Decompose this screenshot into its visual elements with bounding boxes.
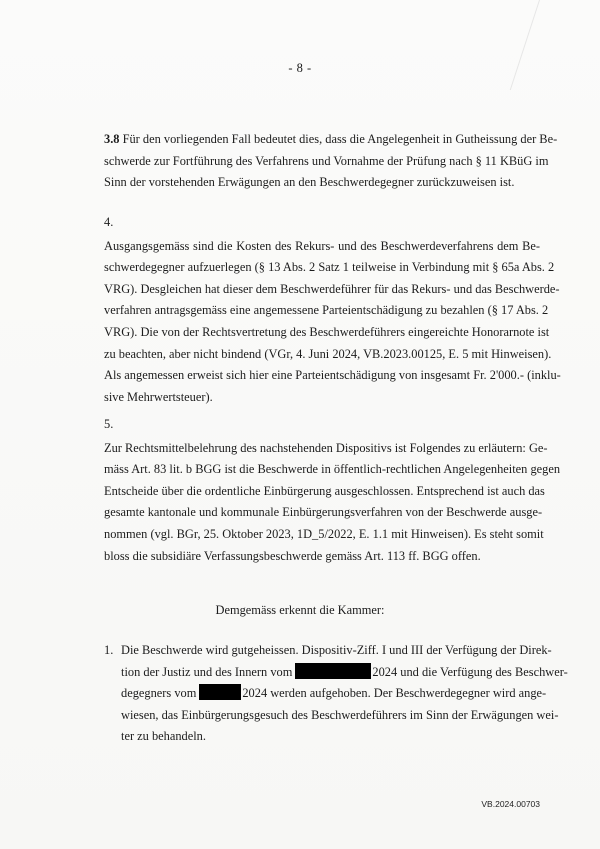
paragraph-line: sive Mehrwertsteuer). [104, 389, 213, 404]
section-heading: 4. [104, 215, 114, 229]
paragraph-line: Als angemessen erweist sich hier eine Parteientschädigung von insgesamt Fr. 2'000.- (inklu- [104, 368, 561, 383]
paragraph-line: bloss die subsidiäre Verfassungsbeschwerde gemäss Art. 113 ff. BGG offen. [104, 548, 481, 563]
paragraph-line: VRG). Die von der Rechtsvertretung des Beschwerdeführers eingereichte Honorarnote ist [104, 324, 550, 339]
paragraph-line: mäss Art. 83 lit. b BGG ist die Beschwerde in öffentlich-rechtlichen Angelegenheiten gegen [104, 462, 561, 477]
section-3-8 [104, 129, 558, 194]
page-number: - 8 - [288, 61, 312, 75]
paragraph-line: tion der Justiz und des Innern vom 2024 und die Verfügung des Beschwer- [121, 664, 568, 679]
section-5 [104, 414, 561, 567]
paragraph-line: wiesen, das Einbürgerungsgesuch des Beschwerdeführers im Sinn der Erwägungen wei- [121, 707, 559, 722]
case-reference: VB.2024.00703 [481, 799, 540, 809]
redacted-date [199, 684, 241, 700]
paragraph-line: verfahren antragsgemäss eine angemessene Parteientschädigung zu bezahlen (§ 17 Abs. 2 [104, 303, 549, 318]
paragraph-line: Zur Rechtsmittelbelehrung des nachstehenden Dispositivs ist Folgendes zu erläutern: Ge- [104, 440, 548, 455]
section-heading: 5. [104, 417, 114, 431]
section-4 [104, 212, 561, 408]
dispositive-item-1 [104, 640, 568, 748]
paragraph-line: VRG). Desgleichen hat dieser dem Beschwerdeführer für das Rekurs- und das Beschwerde- [104, 281, 560, 296]
decision-heading: Demgemäss erkennt die Kammer: [215, 603, 385, 617]
paragraph-line: ter zu behandeln. [121, 729, 206, 744]
paragraph-line: degegners vom 2024 werden aufgehoben. Der Beschwerdegegner wird ange- [121, 686, 547, 701]
paragraph-line: Entscheide über die ordentliche Einbürgerung ausgeschlossen. Entsprechend ist auch das [104, 483, 545, 498]
paragraph-line: zu beachten, aber nicht bindend (VGr, 4. Juni 2024, VB.2023.00125, E. 5 mit Hinweisen). [104, 346, 552, 361]
redacted-date [295, 663, 371, 679]
paragraph-line: schwerde zur Fortführung des Verfahrens und Vornahme der Prüfung nach § 11 KBüG im [104, 153, 549, 168]
paragraph-line: nommen (vgl. BGr, 25. Oktober 2023, 1D_5/2022, E. 1.1 mit Hinweisen). Es steht somit [104, 526, 544, 541]
paragraph-line: Ausgangsgemäss sind die Kosten des Rekurs- und des Beschwerdeverfahrens dem Be- [104, 238, 540, 253]
paragraph-line: Die Beschwerde wird gutgeheissen. Dispositiv-Ziff. I und III der Verfügung der Direk- [121, 643, 552, 657]
paragraph-line: schwerdegegner aufzuerlegen (§ 13 Abs. 2 Satz 1 teilweise in Verbindung mit § 65a Abs. 2 [104, 260, 555, 275]
paragraph-line: gesamte kantonale und kommunale Einbürgerungsverfahren von der Beschwerde ausge- [104, 505, 543, 520]
paragraph-line: 3.8 Für den vorliegenden Fall bedeutet dies, dass die Angelegenheit in Gutheissung der Be- [104, 132, 558, 146]
dispositive-number: 1. [104, 643, 114, 657]
page-fold-shadow [510, 0, 600, 90]
section-number: 3.8 [104, 132, 120, 146]
paragraph-line: Sinn der vorstehenden Erwägungen an den Beschwerdegegner zurückzuweisen ist. [104, 175, 515, 190]
